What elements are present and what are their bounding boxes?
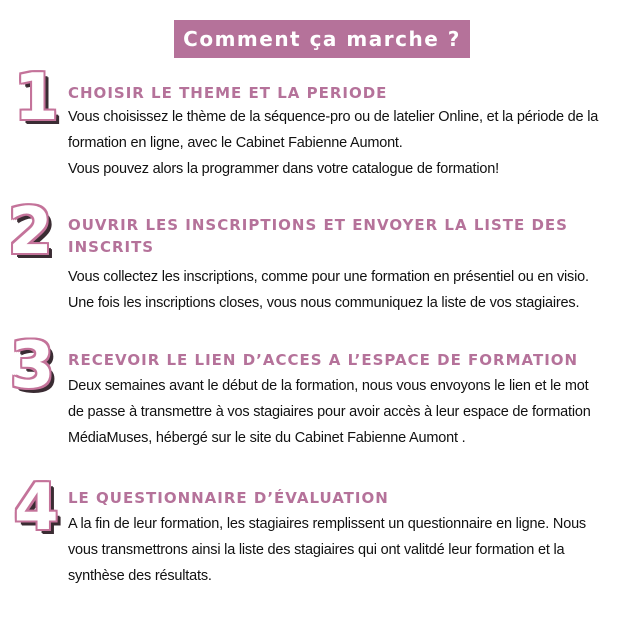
step-number-1: 1 [14,61,59,135]
step-line: Deux semaines avant le début de la formation, nous vous envoyons le lien et le mot [68,378,589,394]
step-line: Vous choisissez le thème de la séquence-pro ou de latelier Online, et la période de la [68,109,599,125]
step-heading-line: RECEVOIR LE LIEN D’ACCES A L’ESPACE DE FORMATION [68,351,579,369]
step-line: formation en ligne, avec le Cabinet Fabienne Aumont. [68,135,403,151]
step-number-4: 4 [14,471,59,545]
step-line: Vous pouvez alors la programmer dans votre catalogue de formation! [68,161,499,177]
step-heading-line: LE QUESTIONNAIRE D’ÉVALUATION [68,489,389,507]
step-line: de passe à transmettre à vos stagiaires pour avoir accès à leur espace de formation [68,404,591,420]
step-description [68,511,586,589]
step-heading-line: OUVRIR LES INSCRIPTIONS ET ENVOYER LA LISTE DES [68,216,568,234]
step-line: Vous collectez les inscriptions, comme pour une formation en présentiel ou en visio. [68,269,589,285]
step-line: Une fois les inscriptions closes, vous nous communiquez la liste de vos stagiaires. [68,295,580,311]
step-description [68,373,591,451]
step-heading-line: CHOISIR LE THEME ET LA PERIODE [68,84,388,102]
step-heading [68,82,387,104]
step-description [68,104,598,182]
page-title: Comment ça marche ? [183,27,461,51]
page-title-banner [174,20,470,58]
step-heading [68,349,578,371]
step-heading [68,487,389,509]
step-heading-line: INSCRITS [68,238,155,256]
step-line: MédiaMuses, hébergé sur le site du Cabinet Fabienne Aumont . [68,430,466,446]
step-number-2: 2 [8,195,53,269]
step-description [68,264,589,316]
step-number-3: 3 [10,329,55,403]
step-line: A la fin de leur formation, les stagiaires remplissent un questionnaire en ligne. Nous [68,516,586,532]
step-heading [68,214,568,258]
step-line: synthèse des résultats. [68,568,212,584]
step-line: vous transmettrons ainsi la liste des stagiaires qui ont valitdé leur formation et la [68,542,565,558]
